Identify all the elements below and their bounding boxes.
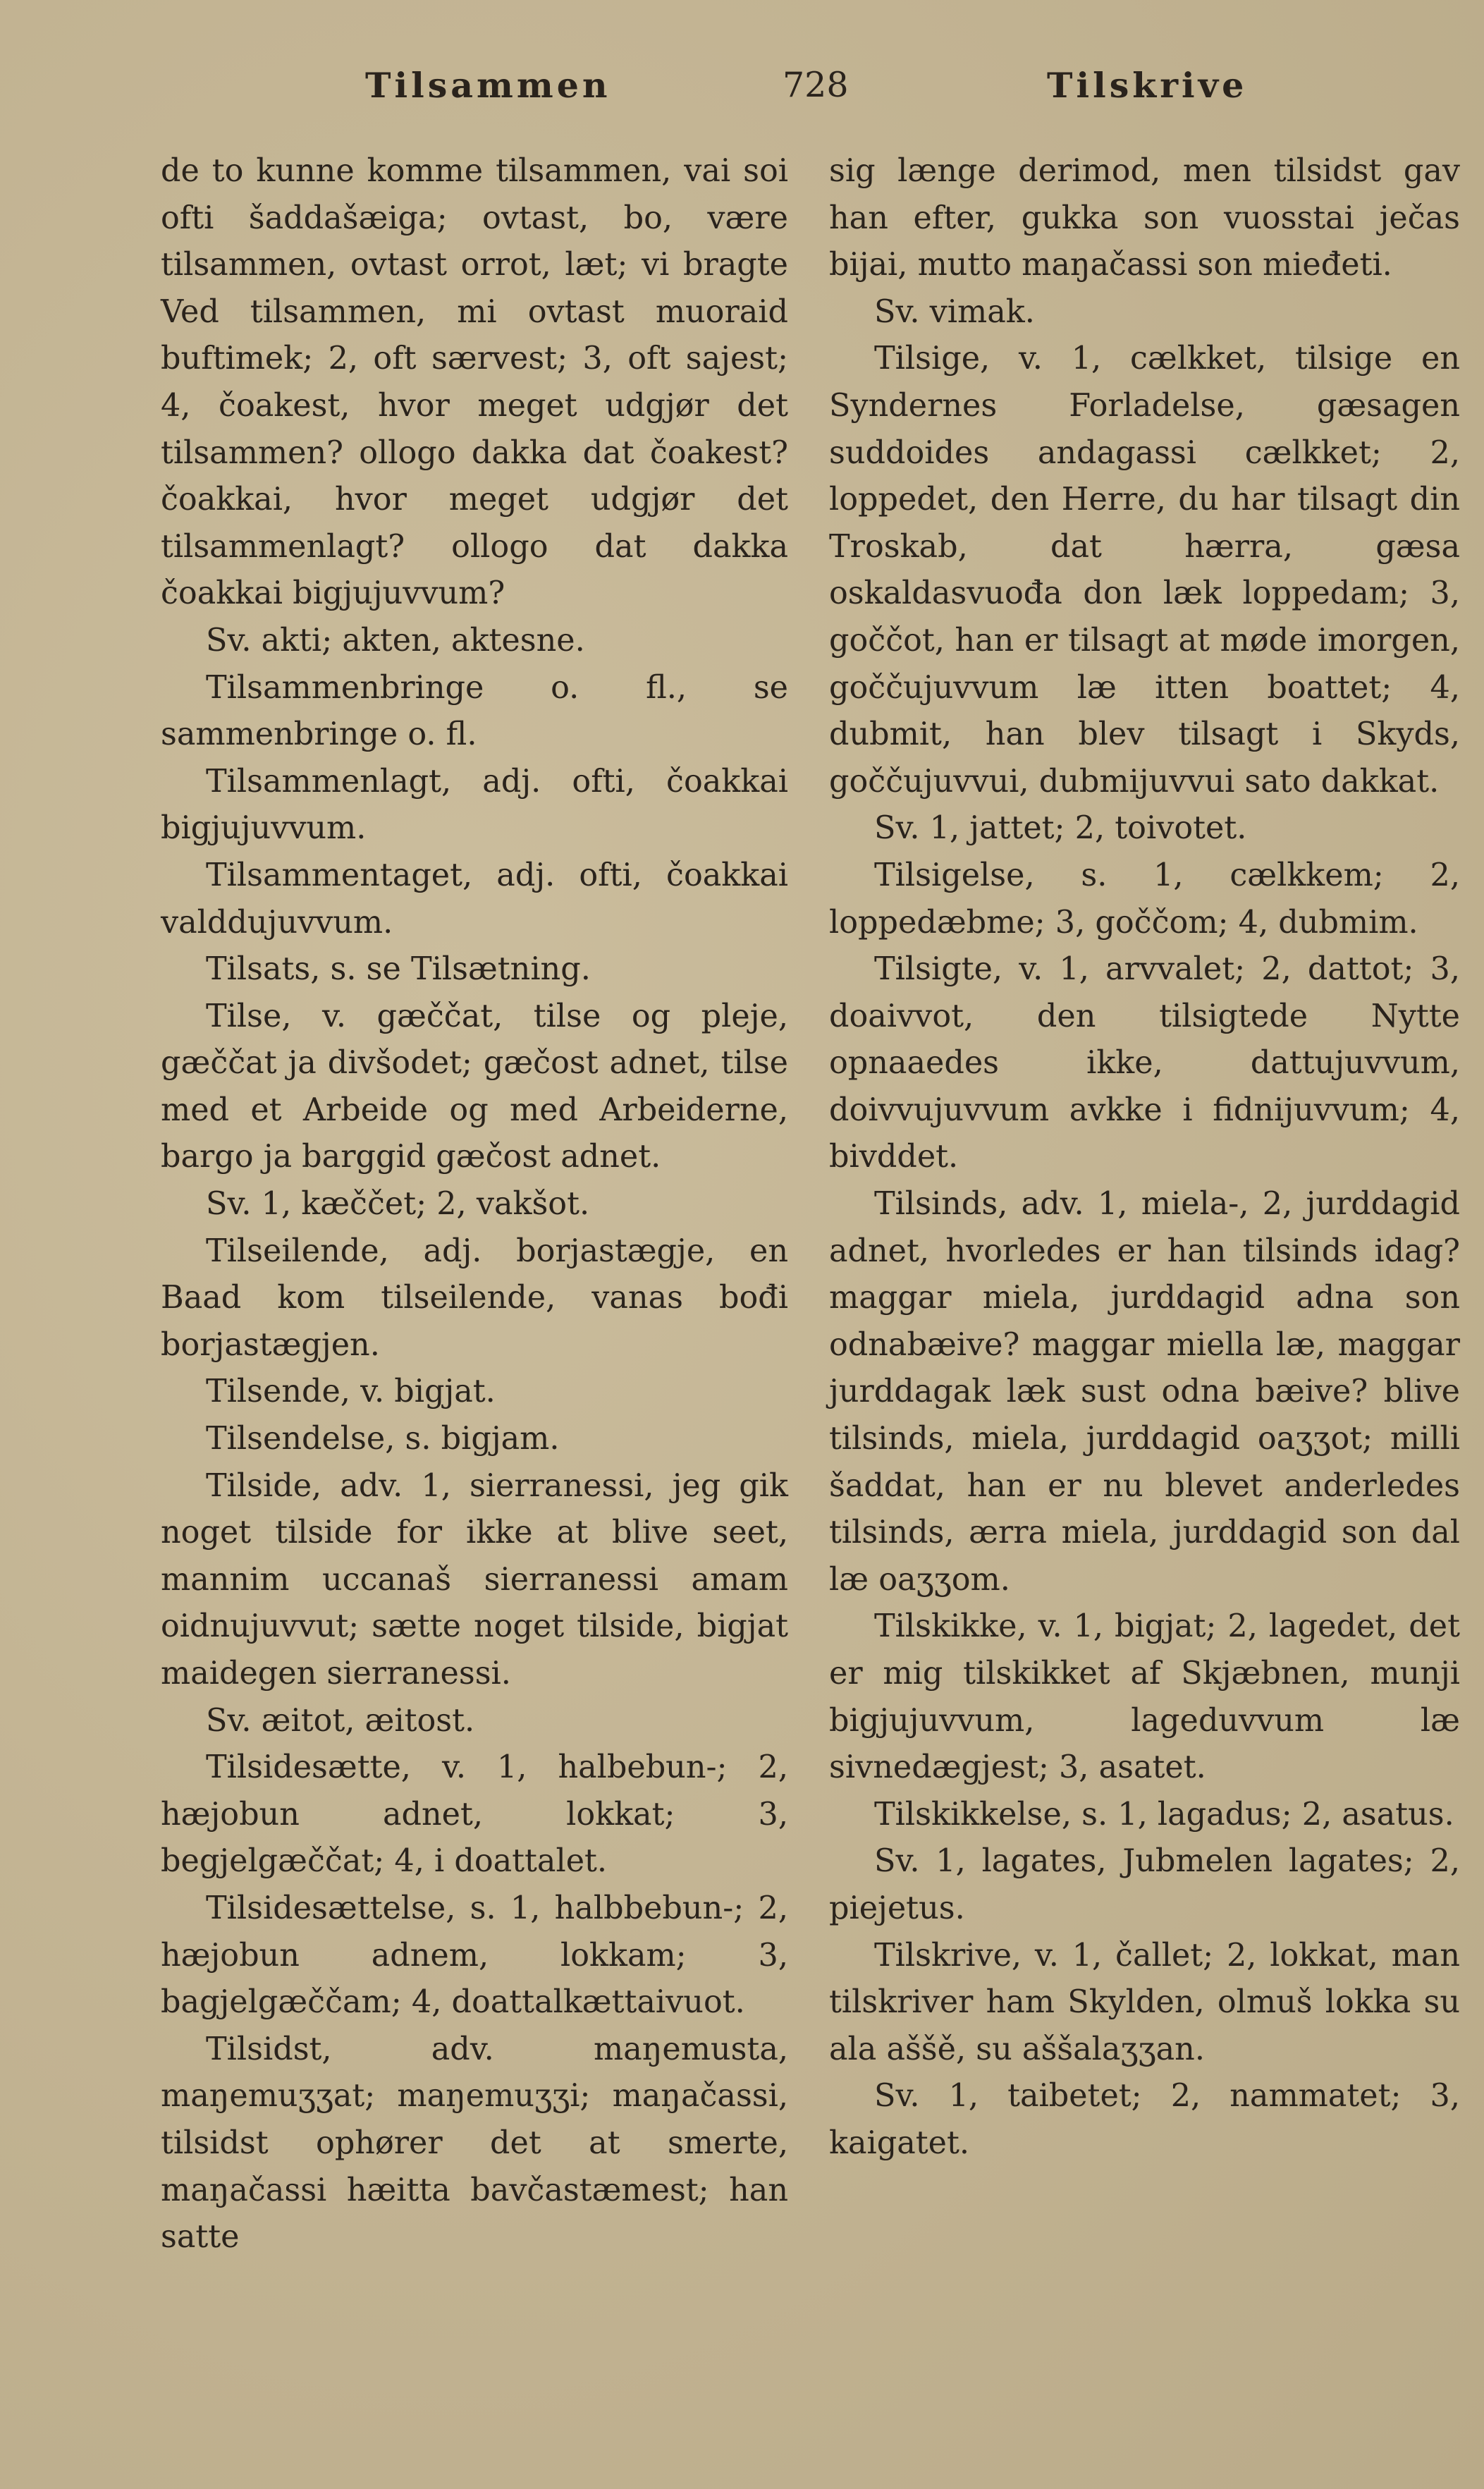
dictionary-entry-continuation: sig længe derimod, men tilsidst gav han efter, gukka son vuosstai ječas bijai, mutto maŋačassi son mieđeti. — [829, 153, 1460, 283]
dictionary-entry: Sv. akti; akten, aktesne. — [206, 622, 585, 659]
dictionary-entry: Tilse, v. gæččat, tilse og pleje, gæččat ja divšodet; gæčost adnet, tilse med et Arbeide og med Arbeiderne, bargo ja barggid gæčost adnet. — [161, 998, 788, 1175]
dictionary-entry: Tilseilende, adj. borjastægje, en Baad kom tilseilende, vanas bođi borjastægjen. — [161, 1233, 788, 1363]
dictionary-entry: Tilsigte, v. 1, arvvalet; 2, dattot; 3, doaivvot, den tilsigtede Nytte opnaaedes ikke, dattujuvvum, doivvujuvvum avkke i fidnijuvvum; 4, bivddet. — [829, 951, 1460, 1175]
dictionary-entry: Sv. 1, taibetet; 2, nammatet; 3, kaigatet. — [829, 2078, 1460, 2161]
dictionary-entry: Tilsammentaget, adj. ofti, čoakkai valddujuvvum. — [161, 857, 788, 941]
dictionary-entry: Tilsammenbringe o. fl., se sammenbringe o. fl. — [161, 669, 788, 753]
dictionary-entry: Tilsidesættelse, s. 1, halbbebun-; 2, hæjobun adnem, lokkam; 3, bagjelgæččam; 4, doattalkættaivuot. — [161, 1890, 788, 2021]
dictionary-entry: Sv. 1, jattet; 2, toivotet. — [874, 810, 1247, 847]
dictionary-entry: Tilsidesætte, v. 1, halbebun-; 2, hæjobun adnet, lokkat; 3, begjelgæččat; 4, i doattalet. — [161, 1749, 788, 1880]
page-header — [162, 65, 1297, 121]
dictionary-entry: Tilsammenlagt, adj. ofti, čoakkai bigjujuvvum. — [161, 763, 788, 847]
dictionary-entry: Tilskrive, v. 1, čallet; 2, lokkat, man tilskriver ham Skylden, olmuš lokka su ala aššě, su aššalaʒʒan. — [829, 1937, 1460, 2067]
left-running-headword: Tilsammen — [365, 65, 611, 106]
dictionary-entry: Tilsende, v. bigjat. — [206, 1374, 496, 1410]
dictionary-entry: Tilsats, s. se Tilsætning. — [206, 951, 591, 988]
dictionary-entry: Tilsigelse, s. 1, cælkkem; 2, loppedæbme; 3, goččom; 4, dubmim. — [829, 857, 1460, 941]
page-number: 728 — [783, 65, 849, 105]
dictionary-entry: Sv. 1, kæččet; 2, vakšot. — [206, 1186, 590, 1223]
right-running-headword: Tilskrive — [1047, 65, 1248, 106]
dictionary-entry: Tilside, adv. 1, sierranessi, jeg gik noget tilside for ikke at blive seet, mannim uccanaš sierranessi amam oidnujuvvut; sætte noget tilside, bigjat maidegen sierranessi. — [161, 1467, 788, 1692]
dictionary-entry: Tilsinds, adv. 1, miela-, 2, jurddagid adnet, hvorledes er han tilsinds idag? maggar miela, jurddagid adna son odnabæive? maggar miella læ, maggar jurddagak læk sust odna bæive? blive tilsinds, miela, jurddagid oaʒʒot; milli šaddat, han er nu blevet anderledes tilsinds, ærra miela, jurddagid son dal læ oaʒʒom. — [829, 1186, 1460, 1598]
dictionary-entry: Tilsendelse, s. bigjam. — [206, 1421, 560, 1457]
dictionary-entry: Tilskikkelse, s. 1, lagadus; 2, asatus. — [874, 1796, 1454, 1833]
dictionary-entry: Tilsige, v. 1, cælkket, tilsige en Syndernes Forladelse, gæsagen suddoides andagassi cælkket; 2, loppedet, den Herre, du har tilsagt din Troskab, dat hærra, gæsa oskaldasvuođa don læk loppedam; 3, goččot, han er tilsagt at møde imorgen, goččujuvvum læ itten boattet; 4, dubmit, han blev tilsagt i Skyds, goččujuvvui, dubmijuvvui sato dakkat. — [829, 341, 1460, 800]
dictionary-entry: Sv. vimak. — [874, 293, 1035, 330]
dictionary-entry: Sv. æitot, æitost. — [206, 1702, 475, 1739]
left-column — [161, 148, 788, 2261]
dictionary-entry-continuation: de to kunne komme tilsammen, vai soi ofti šaddašæiga; ovtast, bo, være tilsammen, ovtast orrot, læt; vi bragte Ved tilsammen, mi ovtast muoraid buftimek; 2, oft særvest; 3, oft sajest; 4, čoakest, hvor meget udgjør det tilsammen? ollogo dakka dat čoakest? čoakkai, hvor meget udgjør det tilsammenlagt? ollogo dat dakka čoakkai bigjujuvvum? — [161, 153, 788, 612]
dictionary-entry: Sv. 1, lagates, Jubmelen lagates; 2, piejetus. — [829, 1843, 1460, 1926]
dictionary-entry: Tilskikke, v. 1, bigjat; 2, lagedet, det er mig tilskikket af Skjæbnen, munji bigjujuvvum, lageduvvum læ sivnedægjest; 3, asatet. — [829, 1608, 1460, 1786]
dictionary-entry: Tilsidst, adv. maŋemusta, maŋemuʒʒat; maŋemuʒʒi; maŋačassi, tilsidst ophører det at smerte, maŋačassi hæitta bavčastæmest; han satte — [161, 2031, 788, 2256]
right-column — [829, 148, 1460, 2167]
